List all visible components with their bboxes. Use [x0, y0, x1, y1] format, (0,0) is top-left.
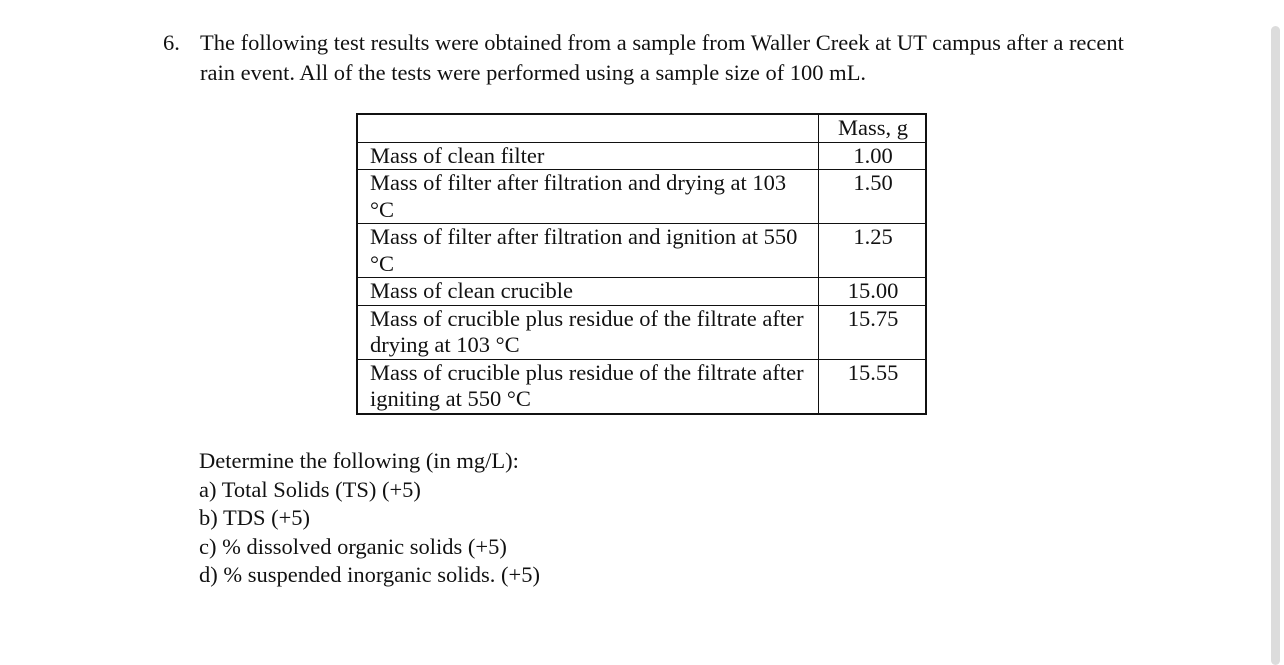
header-value-cell: Mass, g: [819, 114, 927, 142]
row-value: 1.50: [819, 170, 927, 224]
header-label-cell: [357, 114, 819, 142]
question-item: b) TDS (+5): [199, 505, 311, 530]
question-item: a) Total Solids (TS) (+5): [199, 476, 421, 502]
questions-intro: Determine the following (in mg/L):: [199, 448, 519, 473]
row-label: Mass of filter after filtration and drying at 103 °C: [357, 170, 819, 224]
problem-text: The following test results were obtained from a sample from Waller Creek at UT campus after a recent rain event. All of the tests were performed using a sample size of 100 mL.: [200, 30, 1124, 85]
table-row: [357, 278, 926, 306]
row-value: 15.00: [819, 278, 927, 306]
row-label: Mass of clean crucible: [357, 278, 819, 306]
question-item: d) % suspended inorganic solids. (+5): [199, 562, 540, 587]
mass-data-table: [356, 113, 927, 415]
table-row: [357, 224, 926, 278]
table-row: [357, 142, 926, 170]
problem-statement: [163, 28, 1163, 87]
table-header-row: [357, 114, 926, 142]
row-label: Mass of clean filter: [357, 142, 819, 170]
row-label: Mass of filter after filtration and ignition at 550 °C: [357, 224, 819, 278]
row-value: 15.75: [819, 305, 927, 359]
row-value: 1.25: [819, 224, 927, 278]
table-row: [357, 305, 926, 359]
row-value: 1.00: [819, 142, 927, 170]
question-item: c) % dissolved organic solids (+5): [199, 533, 507, 559]
problem-number: 6.: [163, 30, 180, 55]
row-value: 15.55: [819, 359, 927, 414]
row-label: Mass of crucible plus residue of the filtrate after drying at 103 °C: [357, 305, 819, 359]
table-row: [357, 359, 926, 414]
table-row: [357, 170, 926, 224]
scrollbar-thumb[interactable]: [1271, 26, 1280, 665]
questions-block: [199, 447, 540, 590]
vertical-scrollbar[interactable]: [1267, 0, 1284, 665]
row-label: Mass of crucible plus residue of the filtrate after igniting at 550 °C: [357, 359, 819, 414]
